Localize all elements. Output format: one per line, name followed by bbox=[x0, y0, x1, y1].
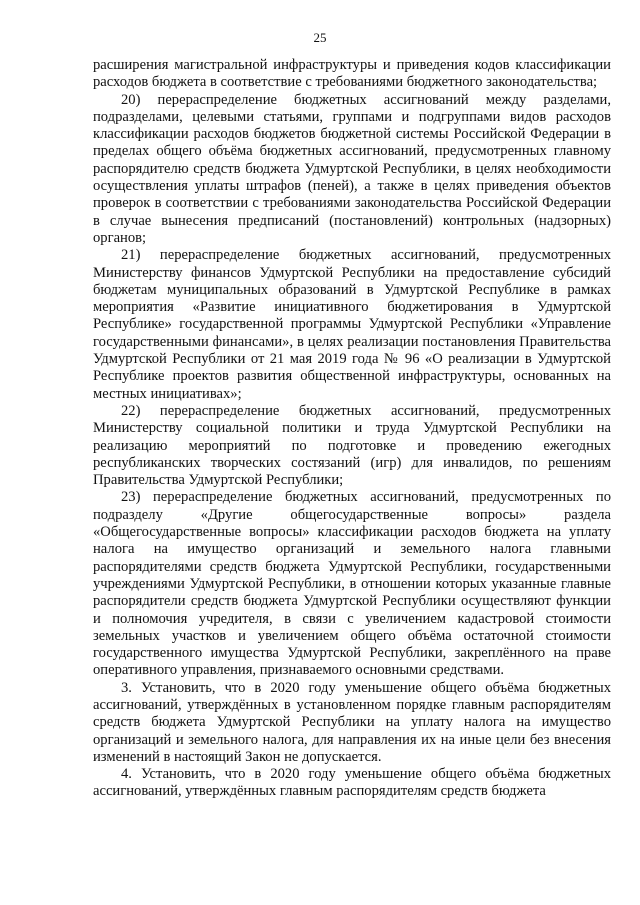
paragraph-item-20: 20) перераспределение бюджетных ассигнований между разделами, подразделами, целевыми статьями, группами и подгруппами видов расходов классификации расходов бюджетов бюджетной системы Российской Федерации в пределах общего объёма бюджетных ассигнований, предусмотренных главному распорядителю средств бюджета Удмуртской Республики, в целях необходимости осуществления уплаты штрафов (пеней), а также в целях приведения объектов проверок в соответствии с требованиями законодательства Российской Федерации в случае вынесения предписаний (постановлений) контрольных (надзорных) органов; bbox=[93, 91, 611, 246]
paragraph-clause-4: 4. Установить, что в 2020 году уменьшение общего объёма бюджетных ассигнований, утверждённых главным распорядителям средств бюджета bbox=[93, 766, 611, 800]
paragraph-item-22: 22) перераспределение бюджетных ассигнований, предусмотренных Министерству социальной политики и труда Удмуртской Республики на реализацию мероприятий по подготовке и проведению ежегодных республиканских творческих состязаний (игр) для инвалидов, по решениям Правительства Удмуртской Республики; bbox=[93, 402, 611, 489]
body-text bbox=[93, 57, 611, 801]
page-number: 25 bbox=[313, 30, 327, 45]
paragraph-item-23: 23) перераспределение бюджетных ассигнований, предусмотренных по подразделу «Другие общегосударственные вопросы» раздела «Общегосударственные вопросы» классификации расходов бюджета на уплату налога на имущество организаций и земельного налога главными распорядителями средств бюджета Удмуртской Республики, государственными учреждениями Удмуртской Республики, в отношении которых указанные главные распорядители средств бюджета Удмуртской Республики осуществляют функции и полномочия учредителя, в связи с увеличением кадастровой стоимости земельных участков и увеличением общего объёма остаточной стоимости государственного имущества Удмуртской Республики, закреплённого на праве оперативного управления, признаваемого основными средствами. bbox=[93, 489, 611, 679]
paragraph-item-21: 21) перераспределение бюджетных ассигнований, предусмотренных Министерству финансов Удмуртской Республики на предоставление субсидий бюджетам муниципальных образований в Удмуртской Республике в рамках мероприятия «Развитие инициативного бюджетирования в Удмуртской Республике» государственной программы Удмуртской Республики «Управление государственными финансами», в целях реализации постановления Правительства Удмуртской Республики от 21 мая 2019 года № 96 «О реализации в Удмуртской Республике проектов развития общественной инфраструктуры, основанных на местных инициативах»; bbox=[93, 247, 611, 402]
paragraph-continuation: расширения магистральной инфраструктуры и приведения кодов классификации расходов бюджета в соответствие с требованиями бюджетного законодательства; bbox=[93, 57, 611, 91]
paragraph-clause-3: 3. Установить, что в 2020 году уменьшение общего объёма бюджетных ассигнований, утверждённых в установленном порядке главным распорядителям средств бюджета Удмуртской Республики на уплату налога на имущество организаций и земельного налога, для направления их на иные цели без внесения изменений в настоящий Закон не допускается. bbox=[93, 679, 611, 765]
